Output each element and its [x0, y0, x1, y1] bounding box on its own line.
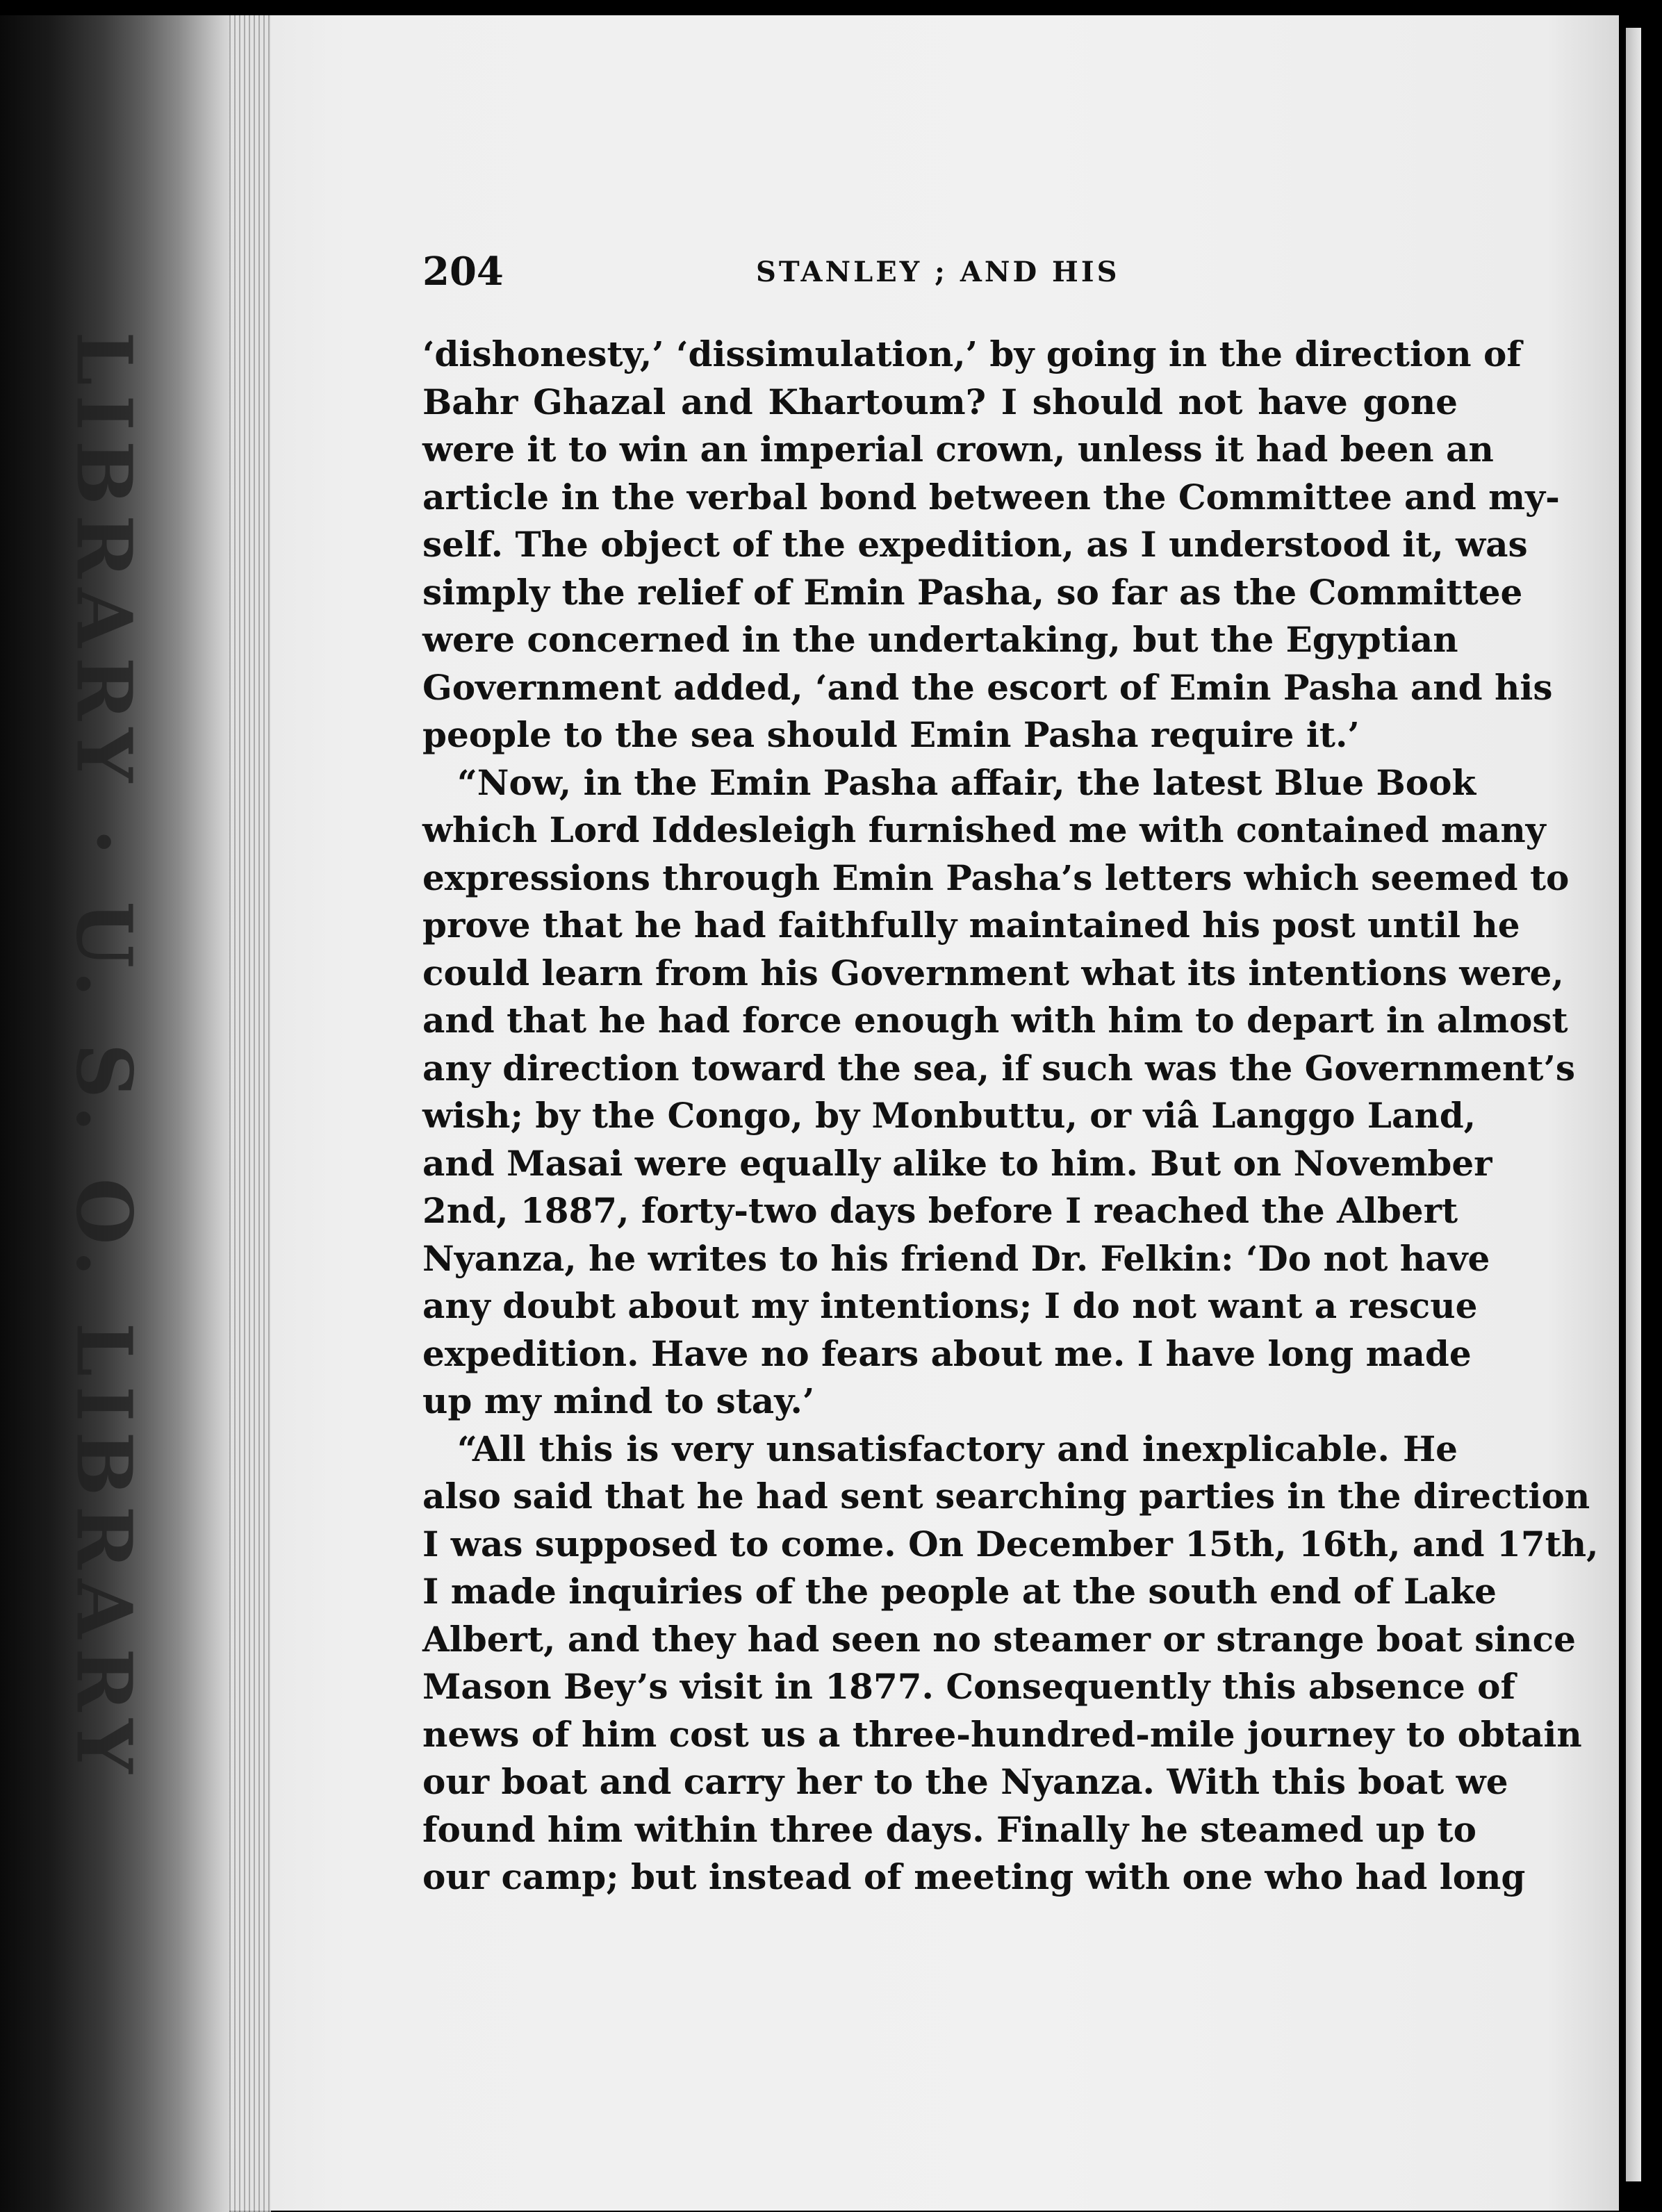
text-line: our boat and carry her to the Nyanza. With this boat we — [422, 1761, 1508, 1802]
text-line: Government added, ‘and the escort of Emin Pasha and his — [422, 666, 1553, 708]
text-line: and that he had force enough with him to depart in almost — [422, 1000, 1568, 1041]
text-line: Albert, and they had seen no steamer or strange boat since — [422, 1618, 1576, 1660]
spine-label: LIBRARY · U. S. O. LIBRARY — [59, 331, 149, 1783]
text-line: our camp; but instead of meeting with one who had long — [422, 1856, 1526, 1897]
text-line: expedition. Have no fears about me. I have long made — [422, 1332, 1472, 1374]
text-line: were it to win an imperial crown, unless it had been an — [422, 429, 1494, 470]
book-spine — [0, 15, 229, 2212]
text-line: news of him cost us a three-hundred-mile journey to obtain — [422, 1713, 1582, 1755]
text-line: and Masai were equally alike to him. But on November — [422, 1142, 1492, 1184]
running-title: STANLEY ; AND HIS — [756, 256, 1120, 288]
text-line: I made inquiries of the people at the south end of Lake — [422, 1571, 1497, 1612]
text-line: simply the relief of Emin Pasha, so far as the Committee — [422, 571, 1523, 613]
text-line: “All this is very unsatisfactory and inexplicable. He — [457, 1428, 1458, 1469]
text-line: which Lord Iddesleigh furnished me with contained many — [422, 809, 1546, 850]
text-line: ‘dishonesty,’ ‘dissimulation,’ by going in the direction of — [422, 333, 1522, 374]
text-line: any direction toward the sea, if such was the Government’s — [422, 1047, 1576, 1089]
body-text — [422, 331, 1599, 1901]
text-line: “Now, in the Emin Pasha affair, the latest Blue Book — [457, 761, 1476, 803]
text-line: self. The object of the expedition, as I understood it, was — [422, 524, 1528, 565]
text-line: Nyanza, he writes to his friend Dr. Felkin: ‘Do not have — [422, 1237, 1490, 1279]
text-line: found him within three days. Finally he steamed up to — [422, 1808, 1476, 1850]
page-edges — [229, 15, 271, 2212]
page-header — [422, 249, 1451, 297]
text-line: wish; by the Congo, by Monbuttu, or viâ Langgo Land, — [422, 1095, 1476, 1136]
text-line: Bahr Ghazal and Khartoum? I should not have gone — [422, 381, 1458, 422]
text-line: were concerned in the undertaking, but the Egyptian — [422, 619, 1458, 660]
text-line: expressions through Emin Pasha’s letters which seemed to — [422, 857, 1570, 898]
text-line: I was supposed to come. On December 15th, 16th, and 17th, — [422, 1523, 1599, 1565]
page-number: 204 — [422, 249, 504, 295]
text-line: also said that he had sent searching parties in the direction — [422, 1476, 1590, 1517]
text-line: people to the sea should Emin Pasha require it.’ — [422, 714, 1360, 755]
facing-page-edge — [1626, 28, 1641, 2181]
text-line: could learn from his Government what its intentions were, — [422, 952, 1564, 993]
text-line: 2nd, 1887, forty-two days before I reached the Albert — [422, 1190, 1458, 1231]
text-line: up my mind to stay.’ — [422, 1380, 815, 1421]
text-line: any doubt about my intentions; I do not want a rescue — [422, 1285, 1478, 1326]
text-line: prove that he had faithfully maintained his post until he — [422, 905, 1520, 946]
text-line: article in the verbal bond between the Committee and my- — [422, 476, 1560, 518]
text-line: Mason Bey’s visit in 1877. Consequently this absence of — [422, 1666, 1516, 1707]
